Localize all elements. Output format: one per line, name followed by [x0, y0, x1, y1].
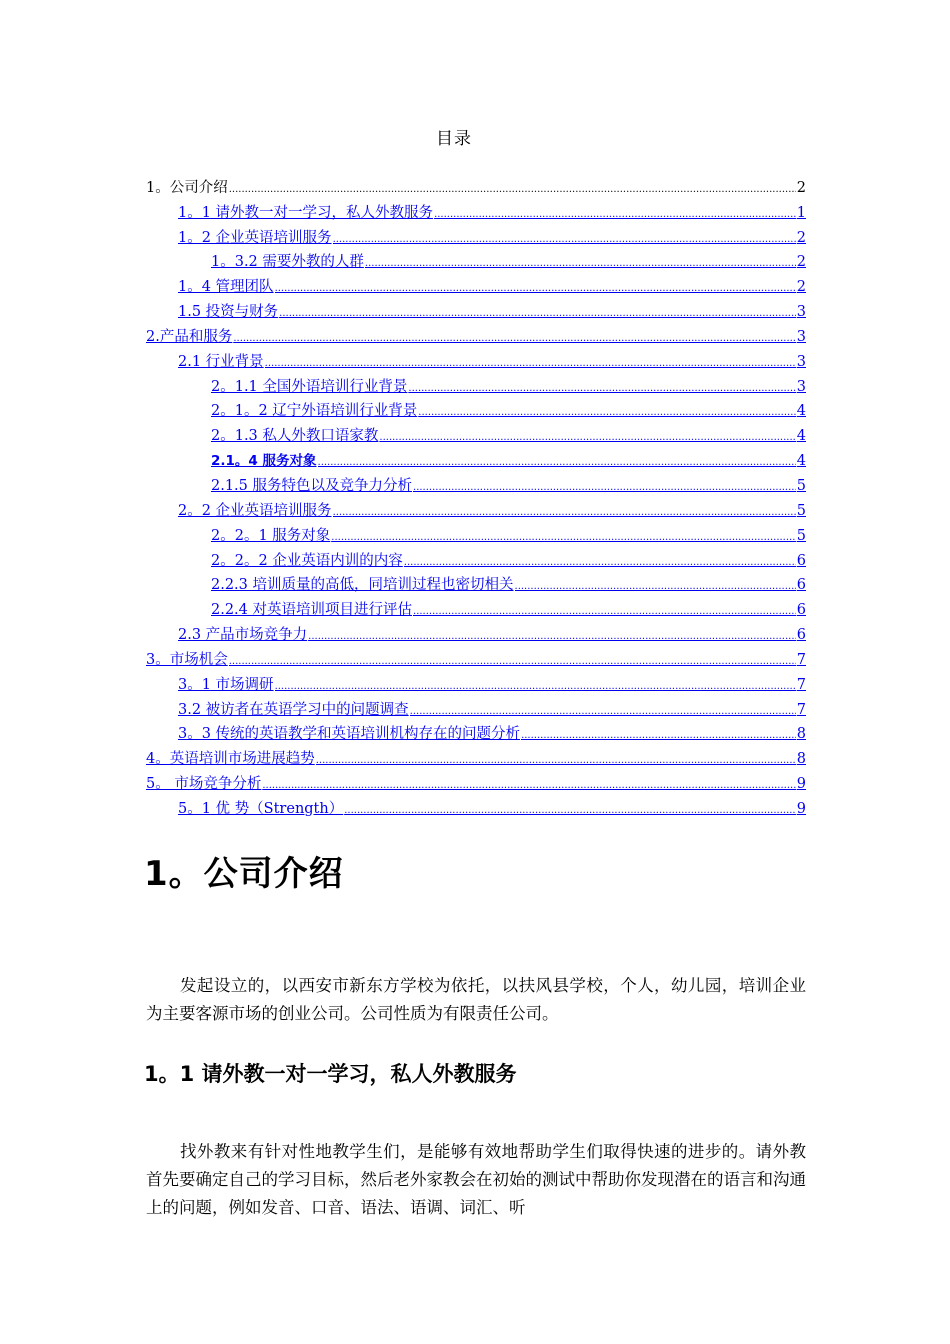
toc-title: 目录: [436, 129, 472, 149]
toc-entry[interactable]: [146, 445, 806, 470]
toc-leader-dots: [404, 556, 796, 570]
toc-entry[interactable]: [146, 197, 806, 222]
toc-leader-dots: [229, 183, 796, 197]
toc-leader-dots: [365, 257, 796, 271]
toc-leader-dots: [344, 804, 796, 818]
toc-entry[interactable]: [146, 321, 806, 346]
toc-leader-dots: [418, 406, 795, 420]
toc-entry-label: 2。1。2 辽宁外语培训行业背景: [211, 403, 418, 420]
toc-entry-label: 2。2。2 企业英语内训的内容: [211, 552, 403, 569]
toc-entry-label: 2.产品和服务: [146, 328, 233, 345]
toc-entry[interactable]: [146, 743, 806, 768]
toc-entry-label: 2.1.5 服务特色以及竞争力分析: [211, 477, 413, 494]
subsection-heading-foreign-teacher: 1。1 请外教一对一学习，私人外教服务: [144, 1062, 517, 1086]
toc-entry-label: 2.3 产品市场竞争力: [178, 627, 308, 644]
toc-entry-page-number: 5: [796, 477, 806, 494]
section-heading-company-intro: 1。公司介绍: [144, 854, 344, 894]
toc-entry-page-number: 3: [796, 353, 806, 370]
toc-entry[interactable]: [146, 694, 806, 719]
toc-entry-page-number: 3: [796, 378, 806, 395]
toc-leader-dots: [275, 282, 796, 296]
toc-leader-dots: [434, 208, 796, 222]
toc-entry-label: 2.1 行业背景: [178, 353, 264, 370]
toc-entry[interactable]: [146, 669, 806, 694]
toc-entry[interactable]: [146, 793, 806, 818]
toc-entry-page-number: 9: [796, 800, 806, 817]
toc-entry[interactable]: [146, 619, 806, 644]
toc-entry[interactable]: [146, 271, 806, 296]
toc-entry-label: 3。市场机会: [146, 651, 228, 668]
toc-entry[interactable]: [146, 768, 806, 793]
toc-leader-dots: [229, 655, 796, 669]
toc-entry-page-number: 3: [796, 304, 806, 321]
toc-entry-label: 3.2 被访者在英语学习中的问题调查: [178, 701, 409, 718]
toc-leader-dots: [413, 605, 796, 619]
toc-leader-dots: [333, 233, 796, 247]
toc-leader-dots: [275, 680, 796, 694]
toc-entry-page-number: 4: [796, 428, 806, 445]
toc-entry-page-number: 6: [796, 627, 806, 644]
toc-entry-label: 2。1.1 全国外语培训行业背景: [211, 378, 408, 395]
toc-leader-dots: [316, 754, 796, 768]
toc-entry-page-number: 2: [796, 279, 806, 296]
toc-entry[interactable]: [146, 594, 806, 619]
toc-entry-page-number: 6: [796, 602, 806, 619]
toc-entry-page-number: 2: [796, 229, 806, 246]
toc-entry-page-number: 4: [796, 453, 806, 470]
toc-entry-page-number: 2: [796, 179, 806, 196]
toc-leader-dots: [379, 431, 795, 445]
toc-entry[interactable]: [146, 719, 806, 744]
toc-leader-dots: [521, 729, 796, 743]
toc-entry-label: 3。1 市场调研: [178, 676, 274, 693]
toc-entry-page-number: 5: [796, 527, 806, 544]
toc-entry-page-number: 1: [796, 204, 806, 221]
toc-leader-dots: [279, 307, 796, 321]
toc-leader-dots: [331, 531, 795, 545]
toc-entry-label: 3。3 传统的英语教学和英语培训机构存在的问题分析: [178, 726, 521, 743]
toc-entry[interactable]: [146, 222, 806, 247]
toc-entry-page-number: 7: [796, 701, 806, 718]
toc-leader-dots: [265, 357, 796, 371]
toc-leader-dots: [410, 705, 796, 719]
toc-entry-label: 2。2。1 服务对象: [211, 527, 331, 544]
toc-entry-page-number: 4: [796, 403, 806, 420]
toc-entry-label: 1。公司介绍: [146, 179, 228, 196]
toc-entry[interactable]: [146, 296, 806, 321]
toc-entry-label: 2.1。4 服务对象: [211, 453, 317, 470]
toc-entry-label: 2.2.4 对英语培训项目进行评估: [211, 602, 413, 619]
toc-entry[interactable]: [146, 371, 806, 396]
toc-entry[interactable]: [146, 420, 806, 445]
toc-leader-dots: [308, 630, 796, 644]
toc-entry-label: 1。2 企业英语培训服务: [178, 229, 332, 246]
toc-entry-page-number: 6: [796, 552, 806, 569]
toc-entry-page-number: 5: [796, 502, 806, 519]
toc-entry-page-number: 8: [796, 751, 806, 768]
toc-entry[interactable]: [146, 644, 806, 669]
toc-entry-page-number: 7: [796, 676, 806, 693]
toc-leader-dots: [515, 580, 796, 594]
toc-entry-page-number: 3: [796, 328, 806, 345]
toc-entry-label: 2。2 企业英语培训服务: [178, 502, 332, 519]
toc-entry-page-number: 9: [796, 776, 806, 793]
toc-entry[interactable]: [146, 396, 806, 421]
toc-entry-label: 1。4 管理团队: [178, 279, 274, 296]
toc-entry-page-number: 7: [796, 651, 806, 668]
toc-entry-label: 2.2.3 培训质量的高低，同培训过程也密切相关: [211, 577, 514, 594]
toc-leader-dots: [408, 382, 795, 396]
toc-entry[interactable]: [146, 346, 806, 371]
toc-entry-label: 5。1 优 势（Strength）: [178, 800, 344, 817]
table-of-contents: [146, 172, 806, 818]
toc-entry[interactable]: [146, 470, 806, 495]
section-paragraph-company-intro: 发起设立的，以西安市新东方学校为依托，以扶风县学校，个人，幼儿园，培训企业为主要客源市场的创业公司。公司性质为有限责任公司。: [146, 976, 806, 1023]
toc-entry-label: 1.5 投资与财务: [178, 304, 279, 321]
toc-leader-dots: [318, 456, 796, 470]
toc-leader-dots: [233, 332, 795, 346]
toc-leader-dots: [413, 481, 796, 495]
toc-entry-page-number: 6: [796, 577, 806, 594]
toc-leader-dots: [333, 506, 796, 520]
toc-entry-page-number: 8: [796, 726, 806, 743]
toc-entry-label: 2。1.3 私人外教口语家教: [211, 428, 379, 445]
toc-entry[interactable]: [146, 570, 806, 595]
toc-entry-page-number: 2: [796, 254, 806, 271]
toc-entry-label: 4。英语培训市场进展趋势: [146, 751, 315, 768]
toc-leader-dots: [262, 779, 795, 793]
toc-entry-label: 1。3.2 需要外教的人群: [211, 254, 364, 271]
toc-entry[interactable]: [146, 520, 806, 545]
toc-entry[interactable]: [146, 545, 806, 570]
toc-entry-label: 1。1 请外教一对一学习，私人外教服务: [178, 204, 434, 221]
toc-entry: [146, 172, 806, 197]
toc-entry[interactable]: [146, 495, 806, 520]
toc-entry-label: 5。 市场竞争分析: [146, 776, 262, 793]
toc-entry[interactable]: [146, 247, 806, 272]
subsection-paragraph-foreign-teacher: 找外教来有针对性地教学生们，是能够有效地帮助学生们取得快速的进步的。请外教首先要确定自己的学习目标，然后老外家教会在初始的测试中帮助你发现潜在的语言和沟通上的问题，例如发音、口音、语法、语调、词汇、听: [146, 1142, 806, 1217]
